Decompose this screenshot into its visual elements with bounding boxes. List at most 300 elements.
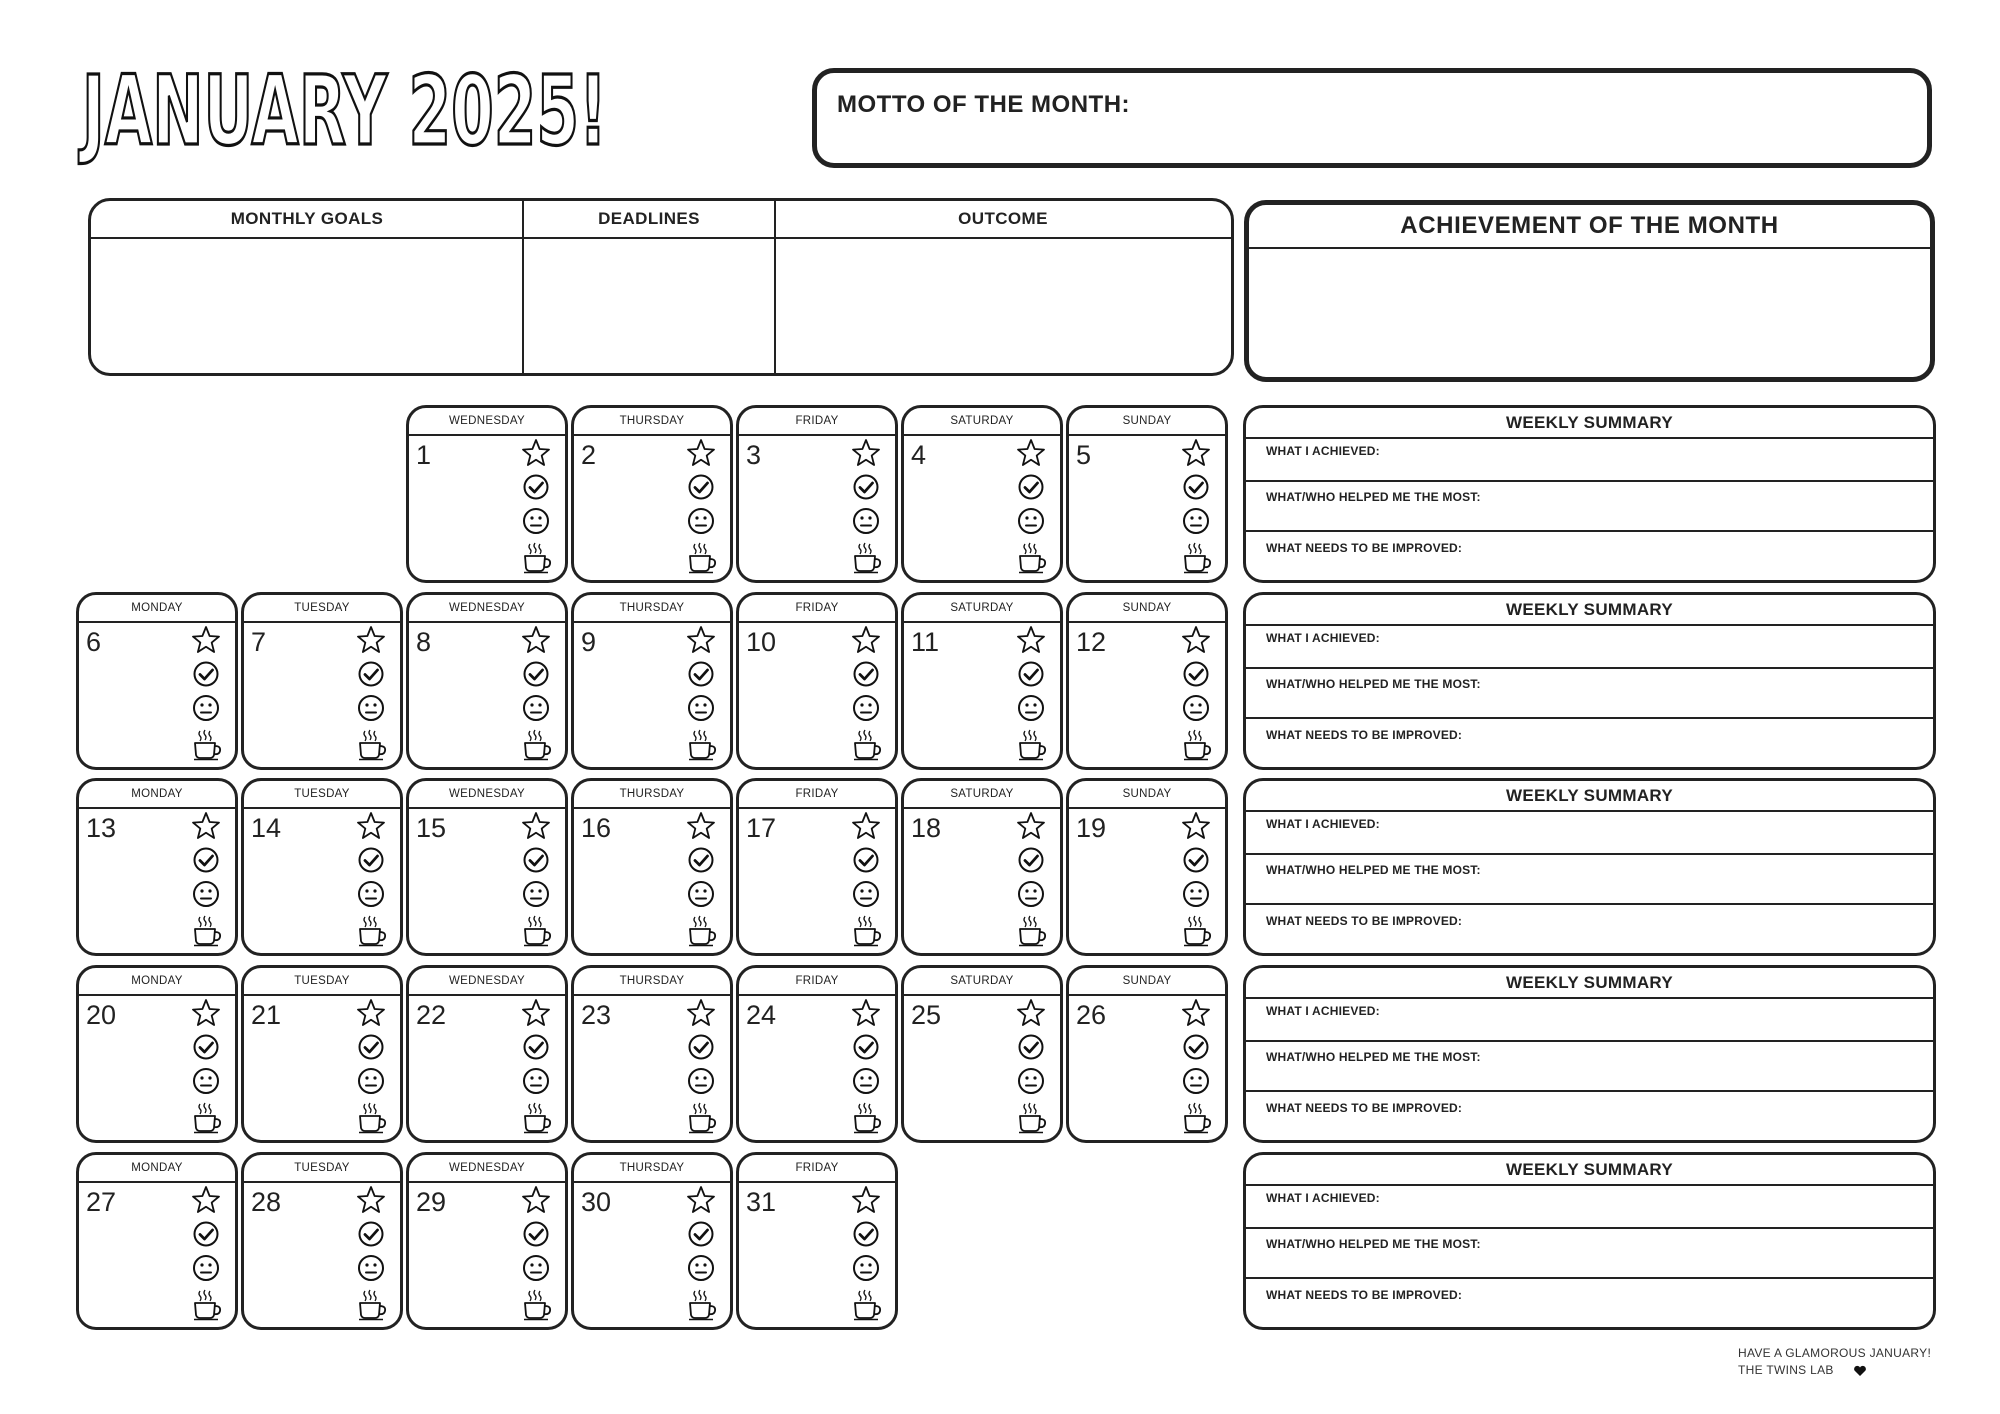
- coffee-cup-icon[interactable]: [521, 1287, 555, 1321]
- outcome-cell[interactable]: [776, 239, 1231, 379]
- day-number: 11: [911, 627, 940, 657]
- coffee-cup-icon[interactable]: [851, 1287, 885, 1321]
- weekly-summary-box[interactable]: [1243, 405, 1936, 583]
- neutral-face-icon[interactable]: [1181, 879, 1215, 909]
- star-icon[interactable]: [1016, 811, 1050, 841]
- day-tracker-icons: [851, 438, 885, 574]
- coffee-cup-icon[interactable]: [1016, 913, 1050, 947]
- day-number: 24: [746, 1000, 777, 1030]
- day-card[interactable]: [76, 965, 238, 1143]
- neutral-face-icon[interactable]: [356, 693, 390, 723]
- neutral-face-icon[interactable]: [191, 879, 225, 909]
- neutral-face-icon[interactable]: [521, 1253, 555, 1283]
- neutral-face-icon[interactable]: [521, 506, 555, 536]
- neutral-face-icon[interactable]: [1181, 693, 1215, 723]
- star-icon[interactable]: [356, 998, 390, 1028]
- day-number: 21: [251, 1000, 282, 1030]
- day-weekday-label: SUNDAY: [1069, 781, 1225, 809]
- footer-tagline: HAVE A GLAMOROUS JANUARY!: [1738, 1346, 1932, 1360]
- neutral-face-icon[interactable]: [521, 1066, 555, 1096]
- weekly-summary-box[interactable]: [1243, 778, 1936, 956]
- coffee-cup-icon[interactable]: [191, 913, 225, 947]
- day-weekday-label: MONDAY: [79, 968, 235, 996]
- star-icon[interactable]: [521, 811, 555, 841]
- neutral-face-icon[interactable]: [1016, 879, 1050, 909]
- weekly-summary-divider: [1246, 853, 1933, 855]
- day-weekday-label: TUESDAY: [244, 1155, 400, 1183]
- day-number: 1: [416, 440, 432, 470]
- weekly-summary-title: WEEKLY SUMMARY: [1246, 968, 1933, 999]
- day-tracker-icons: [1016, 998, 1050, 1134]
- day-number: 26: [1076, 1000, 1107, 1030]
- day-weekday-label: SATURDAY: [904, 595, 1060, 623]
- day-number: 13: [86, 813, 117, 843]
- weekly-summary-divider: [1246, 903, 1933, 905]
- day-card[interactable]: [76, 778, 238, 956]
- day-weekday-label: SUNDAY: [1069, 968, 1225, 996]
- star-icon[interactable]: [521, 998, 555, 1028]
- day-tracker-icons: [521, 998, 555, 1134]
- weekly-summary-prompt: WHAT I ACHIEVED:: [1266, 631, 1380, 645]
- day-tracker-icons: [521, 438, 555, 574]
- day-tracker-icons: [1016, 811, 1050, 947]
- weekly-summary-prompt: WHAT/WHO HELPED ME THE MOST:: [1266, 863, 1481, 877]
- day-card[interactable]: [901, 592, 1063, 770]
- coffee-cup-icon[interactable]: [686, 540, 720, 574]
- star-icon[interactable]: [1016, 625, 1050, 655]
- check-circle-icon[interactable]: [1016, 659, 1050, 689]
- weekly-summary-prompt: WHAT I ACHIEVED:: [1266, 444, 1380, 458]
- motto-box[interactable]: [812, 68, 1932, 168]
- monthly-goals-table: [88, 198, 1234, 376]
- day-card[interactable]: [241, 965, 403, 1143]
- weekly-summary-box[interactable]: [1243, 592, 1936, 770]
- day-number: 14: [251, 813, 282, 843]
- goals-header-monthly-goals: MONTHLY GOALS: [91, 201, 523, 239]
- weekly-summary-prompt: WHAT I ACHIEVED:: [1266, 1191, 1380, 1205]
- weekly-summary-prompt: WHAT/WHO HELPED ME THE MOST:: [1266, 677, 1481, 691]
- goals-cell[interactable]: [91, 239, 522, 379]
- day-tracker-icons: [686, 625, 720, 761]
- weekly-summary-title: WEEKLY SUMMARY: [1246, 595, 1933, 626]
- coffee-cup-icon[interactable]: [356, 913, 390, 947]
- weekly-summary-box[interactable]: [1243, 1152, 1936, 1330]
- day-number: 30: [581, 1187, 612, 1217]
- day-number: 27: [86, 1187, 117, 1217]
- day-weekday-label: FRIDAY: [739, 1155, 895, 1183]
- neutral-face-icon[interactable]: [356, 1066, 390, 1096]
- star-icon[interactable]: [191, 998, 225, 1028]
- svg-text:JANUARY 2025!: JANUARY 2025!: [78, 55, 608, 167]
- coffee-cup-icon[interactable]: [356, 1100, 390, 1134]
- heart-icon: [1853, 1365, 1867, 1377]
- neutral-face-icon[interactable]: [851, 1066, 885, 1096]
- day-card[interactable]: [76, 1152, 238, 1330]
- star-icon[interactable]: [191, 625, 225, 655]
- day-tracker-icons: [1181, 625, 1215, 761]
- check-circle-icon[interactable]: [521, 1032, 555, 1062]
- coffee-cup-icon[interactable]: [686, 1287, 720, 1321]
- day-tracker-icons: [1016, 625, 1050, 761]
- weekly-summary-divider: [1246, 1090, 1933, 1092]
- day-card[interactable]: [901, 778, 1063, 956]
- day-weekday-label: TUESDAY: [244, 781, 400, 809]
- neutral-face-icon[interactable]: [356, 1253, 390, 1283]
- day-number: 12: [1076, 627, 1107, 657]
- weekly-summary-divider: [1246, 1040, 1933, 1042]
- weekly-summary-prompt: WHAT I ACHIEVED:: [1266, 817, 1380, 831]
- day-weekday-label: SATURDAY: [904, 968, 1060, 996]
- day-card[interactable]: [76, 592, 238, 770]
- day-tracker-icons: [1181, 811, 1215, 947]
- neutral-face-icon[interactable]: [686, 1066, 720, 1096]
- goals-header-outcome: OUTCOME: [775, 201, 1231, 239]
- weekly-summary-title: WEEKLY SUMMARY: [1246, 781, 1933, 812]
- weekly-summary-title: WEEKLY SUMMARY: [1246, 1155, 1933, 1186]
- star-icon[interactable]: [1181, 625, 1215, 655]
- day-number: 10: [746, 627, 777, 657]
- day-number: 29: [416, 1187, 447, 1217]
- day-number: 5: [1076, 440, 1092, 470]
- day-weekday-label: FRIDAY: [739, 595, 895, 623]
- star-icon[interactable]: [1181, 998, 1215, 1028]
- check-circle-icon[interactable]: [1016, 472, 1050, 502]
- neutral-face-icon[interactable]: [191, 1253, 225, 1283]
- check-circle-icon[interactable]: [1016, 1032, 1050, 1062]
- coffee-cup-icon[interactable]: [521, 540, 555, 574]
- day-weekday-label: WEDNESDAY: [409, 781, 565, 809]
- day-card[interactable]: [1066, 405, 1228, 583]
- check-circle-icon[interactable]: [521, 845, 555, 875]
- day-tracker-icons: [191, 811, 225, 947]
- check-circle-icon[interactable]: [686, 659, 720, 689]
- weekly-summary-divider: [1246, 1227, 1933, 1229]
- neutral-face-icon[interactable]: [851, 693, 885, 723]
- weekly-summary-prompt: WHAT/WHO HELPED ME THE MOST:: [1266, 490, 1481, 504]
- coffee-cup-icon[interactable]: [851, 913, 885, 947]
- star-icon[interactable]: [686, 811, 720, 841]
- neutral-face-icon[interactable]: [1181, 1066, 1215, 1096]
- weekly-summary-divider: [1246, 480, 1933, 482]
- coffee-cup-icon[interactable]: [521, 1100, 555, 1134]
- day-card[interactable]: [901, 965, 1063, 1143]
- neutral-face-icon[interactable]: [521, 879, 555, 909]
- check-circle-icon[interactable]: [686, 472, 720, 502]
- star-icon[interactable]: [1181, 438, 1215, 468]
- day-card[interactable]: [571, 405, 733, 583]
- day-tracker-icons: [356, 811, 390, 947]
- check-circle-icon[interactable]: [521, 1219, 555, 1249]
- day-number: 25: [911, 1000, 942, 1030]
- day-weekday-label: THURSDAY: [574, 781, 730, 809]
- day-card[interactable]: [1066, 592, 1228, 770]
- motto-label: MOTTO OF THE MONTH:: [837, 91, 1131, 118]
- day-card[interactable]: [406, 778, 568, 956]
- day-tracker-icons: [356, 998, 390, 1134]
- coffee-cup-icon[interactable]: [686, 727, 720, 761]
- star-icon[interactable]: [1016, 998, 1050, 1028]
- weekly-summary-prompt: WHAT I ACHIEVED:: [1266, 1004, 1380, 1018]
- check-circle-icon[interactable]: [356, 659, 390, 689]
- star-icon[interactable]: [191, 1185, 225, 1215]
- day-card[interactable]: [1066, 778, 1228, 956]
- day-weekday-label: TUESDAY: [244, 595, 400, 623]
- coffee-cup-icon[interactable]: [356, 1287, 390, 1321]
- check-circle-icon[interactable]: [191, 1032, 225, 1062]
- star-icon[interactable]: [686, 1185, 720, 1215]
- footer-brand-name: THE TWINS LAB: [1738, 1363, 1834, 1377]
- neutral-face-icon[interactable]: [521, 693, 555, 723]
- day-weekday-label: THURSDAY: [574, 1155, 730, 1183]
- day-tracker-icons: [1181, 998, 1215, 1134]
- achievement-title: ACHIEVEMENT OF THE MONTH: [1249, 205, 1930, 249]
- star-icon[interactable]: [851, 998, 885, 1028]
- check-circle-icon[interactable]: [851, 1219, 885, 1249]
- check-circle-icon[interactable]: [1181, 1032, 1215, 1062]
- star-icon[interactable]: [851, 625, 885, 655]
- day-card[interactable]: [571, 965, 733, 1143]
- check-circle-icon[interactable]: [191, 845, 225, 875]
- day-card[interactable]: [406, 592, 568, 770]
- day-card[interactable]: [241, 778, 403, 956]
- footer-brand: [1738, 1363, 1978, 1377]
- day-tracker-icons: [521, 811, 555, 947]
- day-weekday-label: MONDAY: [79, 781, 235, 809]
- coffee-cup-icon[interactable]: [686, 913, 720, 947]
- coffee-cup-icon[interactable]: [521, 913, 555, 947]
- weekly-summary-prompt: WHAT NEEDS TO BE IMPROVED:: [1266, 1101, 1463, 1115]
- day-number: 17: [746, 813, 777, 843]
- day-tracker-icons: [686, 811, 720, 947]
- day-tracker-icons: [191, 998, 225, 1134]
- coffee-cup-icon[interactable]: [1016, 1100, 1050, 1134]
- day-card[interactable]: [241, 1152, 403, 1330]
- star-icon[interactable]: [356, 1185, 390, 1215]
- day-tracker-icons: [356, 1185, 390, 1321]
- check-circle-icon[interactable]: [851, 472, 885, 502]
- neutral-face-icon[interactable]: [686, 1253, 720, 1283]
- day-weekday-label: FRIDAY: [739, 781, 895, 809]
- day-card[interactable]: [571, 778, 733, 956]
- day-tracker-icons: [851, 811, 885, 947]
- day-weekday-label: SATURDAY: [904, 781, 1060, 809]
- coffee-cup-icon[interactable]: [356, 727, 390, 761]
- weekly-summary-divider: [1246, 1277, 1933, 1279]
- day-card[interactable]: [406, 405, 568, 583]
- check-circle-icon[interactable]: [1181, 659, 1215, 689]
- coffee-cup-icon[interactable]: [521, 727, 555, 761]
- day-weekday-label: MONDAY: [79, 595, 235, 623]
- star-icon[interactable]: [521, 1185, 555, 1215]
- day-number: 18: [911, 813, 942, 843]
- day-weekday-label: THURSDAY: [574, 408, 730, 436]
- star-icon[interactable]: [1181, 811, 1215, 841]
- day-card[interactable]: [1066, 965, 1228, 1143]
- day-card[interactable]: [406, 965, 568, 1143]
- day-number: 28: [251, 1187, 282, 1217]
- day-tracker-icons: [356, 625, 390, 761]
- day-number: 6: [86, 627, 102, 657]
- day-number: 22: [416, 1000, 447, 1030]
- check-circle-icon[interactable]: [851, 845, 885, 875]
- day-card[interactable]: [901, 405, 1063, 583]
- check-circle-icon[interactable]: [521, 472, 555, 502]
- star-icon[interactable]: [356, 625, 390, 655]
- check-circle-icon[interactable]: [1181, 845, 1215, 875]
- day-card[interactable]: [736, 592, 898, 770]
- day-card[interactable]: [736, 778, 898, 956]
- coffee-cup-icon[interactable]: [191, 727, 225, 761]
- day-weekday-label: WEDNESDAY: [409, 1155, 565, 1183]
- day-number: 4: [911, 440, 927, 470]
- day-tracker-icons: [1016, 438, 1050, 574]
- check-circle-icon[interactable]: [191, 659, 225, 689]
- star-icon[interactable]: [851, 438, 885, 468]
- star-icon[interactable]: [851, 1185, 885, 1215]
- day-weekday-label: MONDAY: [79, 1155, 235, 1183]
- day-tracker-icons: [851, 625, 885, 761]
- check-circle-icon[interactable]: [851, 1032, 885, 1062]
- neutral-face-icon[interactable]: [1016, 1066, 1050, 1096]
- neutral-face-icon[interactable]: [851, 879, 885, 909]
- day-number: 2: [581, 440, 597, 470]
- day-tracker-icons: [1181, 438, 1215, 574]
- day-weekday-label: THURSDAY: [574, 595, 730, 623]
- day-weekday-label: WEDNESDAY: [409, 595, 565, 623]
- weekly-summary-divider: [1246, 667, 1933, 669]
- day-weekday-label: WEDNESDAY: [409, 408, 565, 436]
- weekly-summary-prompt: WHAT NEEDS TO BE IMPROVED:: [1266, 541, 1463, 555]
- goals-header-deadlines: DEADLINES: [523, 201, 775, 239]
- weekly-summary-box[interactable]: [1243, 965, 1936, 1143]
- day-weekday-label: SUNDAY: [1069, 408, 1225, 436]
- coffee-cup-icon[interactable]: [686, 1100, 720, 1134]
- star-icon[interactable]: [521, 625, 555, 655]
- coffee-cup-icon[interactable]: [1181, 540, 1215, 574]
- neutral-face-icon[interactable]: [191, 1066, 225, 1096]
- page-title: [78, 52, 642, 167]
- deadlines-cell[interactable]: [524, 239, 774, 379]
- star-icon[interactable]: [356, 811, 390, 841]
- day-tracker-icons: [686, 1185, 720, 1321]
- neutral-face-icon[interactable]: [191, 693, 225, 723]
- day-number: 31: [746, 1187, 777, 1217]
- day-weekday-label: FRIDAY: [739, 968, 895, 996]
- neutral-face-icon[interactable]: [686, 693, 720, 723]
- day-number: 9: [581, 627, 597, 657]
- neutral-face-icon[interactable]: [1181, 506, 1215, 536]
- neutral-face-icon[interactable]: [1016, 506, 1050, 536]
- weekly-summary-divider: [1246, 530, 1933, 532]
- check-circle-icon[interactable]: [191, 1219, 225, 1249]
- day-card[interactable]: [736, 965, 898, 1143]
- day-card[interactable]: [571, 1152, 733, 1330]
- day-card[interactable]: [736, 1152, 898, 1330]
- day-weekday-label: TUESDAY: [244, 968, 400, 996]
- day-tracker-icons: [686, 438, 720, 574]
- check-circle-icon[interactable]: [356, 1219, 390, 1249]
- day-number: 19: [1076, 813, 1107, 843]
- star-icon[interactable]: [1016, 438, 1050, 468]
- neutral-face-icon[interactable]: [851, 1253, 885, 1283]
- star-icon[interactable]: [191, 811, 225, 841]
- coffee-cup-icon[interactable]: [1181, 1100, 1215, 1134]
- day-tracker-icons: [521, 625, 555, 761]
- weekly-summary-prompt: WHAT NEEDS TO BE IMPROVED:: [1266, 1288, 1463, 1302]
- coffee-cup-icon[interactable]: [1016, 727, 1050, 761]
- check-circle-icon[interactable]: [356, 845, 390, 875]
- coffee-cup-icon[interactable]: [851, 540, 885, 574]
- star-icon[interactable]: [686, 438, 720, 468]
- day-number: 20: [86, 1000, 117, 1030]
- day-card[interactable]: [571, 592, 733, 770]
- check-circle-icon[interactable]: [521, 659, 555, 689]
- weekly-summary-title: WEEKLY SUMMARY: [1246, 408, 1933, 439]
- check-circle-icon[interactable]: [686, 845, 720, 875]
- coffee-cup-icon[interactable]: [1016, 540, 1050, 574]
- weekly-summary-prompt: WHAT/WHO HELPED ME THE MOST:: [1266, 1237, 1481, 1251]
- neutral-face-icon[interactable]: [1016, 693, 1050, 723]
- weekly-summary-divider: [1246, 717, 1933, 719]
- neutral-face-icon[interactable]: [686, 879, 720, 909]
- day-weekday-label: SATURDAY: [904, 408, 1060, 436]
- day-tracker-icons: [521, 1185, 555, 1321]
- weekly-summary-prompt: WHAT/WHO HELPED ME THE MOST:: [1266, 1050, 1481, 1064]
- day-tracker-icons: [686, 998, 720, 1134]
- achievement-box[interactable]: [1244, 200, 1935, 382]
- day-weekday-label: SUNDAY: [1069, 595, 1225, 623]
- day-tracker-icons: [851, 1185, 885, 1321]
- day-number: 23: [581, 1000, 612, 1030]
- star-icon[interactable]: [686, 625, 720, 655]
- day-card[interactable]: [406, 1152, 568, 1330]
- star-icon[interactable]: [686, 998, 720, 1028]
- check-circle-icon[interactable]: [1016, 845, 1050, 875]
- neutral-face-icon[interactable]: [356, 879, 390, 909]
- check-circle-icon[interactable]: [1181, 472, 1215, 502]
- day-number: 8: [416, 627, 432, 657]
- coffee-cup-icon[interactable]: [191, 1100, 225, 1134]
- check-circle-icon[interactable]: [686, 1032, 720, 1062]
- coffee-cup-icon[interactable]: [191, 1287, 225, 1321]
- day-tracker-icons: [191, 625, 225, 761]
- check-circle-icon[interactable]: [686, 1219, 720, 1249]
- day-number: 7: [251, 627, 267, 657]
- star-icon[interactable]: [521, 438, 555, 468]
- day-number: 15: [416, 813, 447, 843]
- day-weekday-label: THURSDAY: [574, 968, 730, 996]
- neutral-face-icon[interactable]: [686, 506, 720, 536]
- day-weekday-label: WEDNESDAY: [409, 968, 565, 996]
- coffee-cup-icon[interactable]: [851, 1100, 885, 1134]
- day-weekday-label: FRIDAY: [739, 408, 895, 436]
- footer: [1738, 1346, 1978, 1377]
- coffee-cup-icon[interactable]: [1181, 913, 1215, 947]
- star-icon[interactable]: [851, 811, 885, 841]
- day-card[interactable]: [241, 592, 403, 770]
- day-number: 16: [581, 813, 612, 843]
- day-card[interactable]: [736, 405, 898, 583]
- coffee-cup-icon[interactable]: [1181, 727, 1215, 761]
- check-circle-icon[interactable]: [851, 659, 885, 689]
- neutral-face-icon[interactable]: [851, 506, 885, 536]
- weekly-summary-prompt: WHAT NEEDS TO BE IMPROVED:: [1266, 914, 1463, 928]
- coffee-cup-icon[interactable]: [851, 727, 885, 761]
- day-tracker-icons: [191, 1185, 225, 1321]
- day-number: 3: [746, 440, 762, 470]
- day-tracker-icons: [851, 998, 885, 1134]
- check-circle-icon[interactable]: [356, 1032, 390, 1062]
